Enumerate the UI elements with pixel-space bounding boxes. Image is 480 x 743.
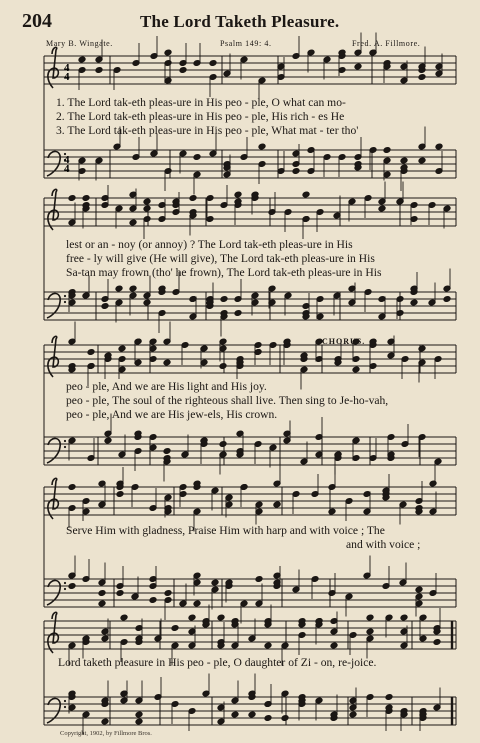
hymn-number: 204 xyxy=(22,10,52,32)
notehead xyxy=(101,303,109,310)
notehead xyxy=(302,191,310,198)
notehead xyxy=(120,614,128,621)
notehead xyxy=(82,292,90,299)
notehead xyxy=(264,701,272,708)
notehead xyxy=(171,625,179,632)
lyric-line: and with voice ; xyxy=(346,538,421,551)
notehead xyxy=(366,628,374,635)
notehead xyxy=(415,586,423,593)
notehead xyxy=(188,614,196,621)
notehead xyxy=(163,448,171,455)
notehead xyxy=(354,63,362,70)
bass-clef-dot xyxy=(64,588,66,590)
notehead xyxy=(163,359,171,366)
notehead xyxy=(220,296,228,303)
notehead xyxy=(98,501,106,508)
notehead xyxy=(400,157,408,164)
notehead xyxy=(164,590,172,597)
notehead xyxy=(366,614,374,621)
lyric-line: peo - ple, And we are His light and His joy. xyxy=(66,380,267,393)
bass-clef-dot xyxy=(64,700,66,702)
notehead xyxy=(418,157,426,164)
notehead xyxy=(143,198,151,205)
notehead xyxy=(429,480,437,487)
notehead xyxy=(264,642,272,649)
notehead xyxy=(383,147,391,154)
time-signature-bass-top: 4 xyxy=(64,154,70,166)
bass-clef-dot xyxy=(64,440,66,442)
notehead xyxy=(255,576,263,583)
scripture-reference: Psalm 149: 4. xyxy=(220,39,272,48)
notehead xyxy=(240,484,248,491)
time-signature-treble-bottom: 4 xyxy=(64,71,70,83)
notehead xyxy=(328,508,336,515)
notehead xyxy=(98,600,106,607)
notehead xyxy=(234,310,242,317)
notehead xyxy=(292,168,300,175)
notehead xyxy=(115,285,123,292)
notehead xyxy=(68,195,76,202)
notehead xyxy=(400,614,408,621)
notehead xyxy=(149,597,157,604)
time-signature-treble-top: 4 xyxy=(64,62,70,74)
notehead xyxy=(217,614,225,621)
notehead xyxy=(68,484,76,491)
treble-clef-icon xyxy=(48,478,59,519)
notehead xyxy=(82,195,90,202)
notehead xyxy=(219,363,227,370)
notehead xyxy=(68,583,76,590)
notehead xyxy=(264,715,272,722)
notehead xyxy=(352,437,360,444)
notehead xyxy=(258,143,266,150)
treble-clef-icon xyxy=(48,612,59,653)
notehead xyxy=(87,349,95,356)
notehead xyxy=(98,590,106,597)
bass-clef-dot xyxy=(64,301,66,303)
notehead xyxy=(104,437,112,444)
lyric-line: 3. The Lord tak-eth pleas-ure in His peo - ple, What mat - ter tho' xyxy=(56,124,359,137)
notehead xyxy=(101,718,109,725)
notehead xyxy=(433,639,441,646)
notehead xyxy=(129,285,137,292)
notehead xyxy=(193,600,201,607)
notehead xyxy=(179,67,187,74)
notehead xyxy=(219,441,227,448)
notehead xyxy=(410,299,418,306)
lyric-line: peo - ple, And we are His jew-els, His crown. xyxy=(66,408,278,421)
clefs xyxy=(47,47,66,723)
notehead xyxy=(118,345,126,352)
notehead xyxy=(396,198,404,205)
notehead xyxy=(435,143,443,150)
chorus-label: CHORUS. xyxy=(322,337,366,346)
notehead xyxy=(281,715,289,722)
notehead xyxy=(135,718,143,725)
notehead xyxy=(378,205,386,212)
notehead xyxy=(181,451,189,458)
notehead xyxy=(116,491,124,498)
notehead xyxy=(129,219,137,226)
notehead xyxy=(443,296,451,303)
notehead xyxy=(385,694,393,701)
notehead xyxy=(418,74,426,81)
notehead xyxy=(302,216,310,223)
notehead xyxy=(78,56,86,63)
hymn-title: The Lord Taketh Pleasure. xyxy=(140,12,340,31)
lyric-line: 1. The Lord tak-eth pleas-ure in His peo - ple, O what can mo- xyxy=(56,96,346,109)
notehead xyxy=(219,451,227,458)
notehead xyxy=(418,345,426,352)
lyric-line: Lord taketh pleasure in His peo - ple, O daughter of Zi - on, re-joice. xyxy=(58,656,377,669)
time-signature-bass-bottom: 4 xyxy=(64,163,70,175)
lyricist-credit: Mary B. Wingate. xyxy=(46,39,113,48)
notehead xyxy=(189,195,197,202)
notehead xyxy=(150,150,158,157)
lyric-line: Sa-tan may frown (tho' he frown), The Lord tak-eth pleas-ure in His xyxy=(66,266,382,279)
notehead xyxy=(87,363,95,370)
bass-clef-dot xyxy=(64,295,66,297)
lyric-line: 2. The Lord tak-eth pleas-ure in His peo - ple, His rich - es He xyxy=(56,110,345,123)
notehead xyxy=(131,593,139,600)
notehead xyxy=(143,205,151,212)
lyric-line: peo - ple, The soul of the righteous shall live. Then sing to Je-ho-vah, xyxy=(66,394,389,407)
treble-clef-icon xyxy=(48,336,59,377)
notehead xyxy=(234,191,242,198)
copyright-notice: Copyright, 1902, by Fillmore Bros. xyxy=(60,730,152,737)
notehead xyxy=(352,366,360,373)
notehead xyxy=(330,642,338,649)
notehead xyxy=(164,49,172,56)
notehead xyxy=(273,501,281,508)
notehead xyxy=(116,590,124,597)
notehead xyxy=(369,49,377,56)
bass-clef-dot xyxy=(64,582,66,584)
bass-clef-dot xyxy=(64,706,66,708)
notehead xyxy=(349,711,357,718)
treble-clef-icon xyxy=(48,47,59,88)
notehead xyxy=(231,711,239,718)
notehead xyxy=(179,600,187,607)
notehead xyxy=(211,579,219,586)
lyric-line: free - ly will give (He will give), The Lord tak-eth pleas-ure in His xyxy=(66,252,375,265)
notehead xyxy=(225,494,233,501)
lyric-line: Serve Him with gladness, Praise Him with harp and with voice ; The xyxy=(66,524,385,537)
notehead xyxy=(209,60,217,67)
treble-clef-icon xyxy=(48,189,59,230)
composer-credit: Fred. A. Fillmore. xyxy=(352,39,421,48)
notehead xyxy=(95,67,103,74)
lyric-line: lest or an - noy (or annoy) ? The Lord tak-eth pleas-ure in His xyxy=(66,238,353,251)
notehead xyxy=(135,711,143,718)
bass-clef-dot xyxy=(64,446,66,448)
notehead xyxy=(143,299,151,306)
notehead xyxy=(193,154,201,161)
notehead xyxy=(68,572,76,579)
notehead xyxy=(134,338,142,345)
notehead xyxy=(248,711,256,718)
notehead xyxy=(200,345,208,352)
